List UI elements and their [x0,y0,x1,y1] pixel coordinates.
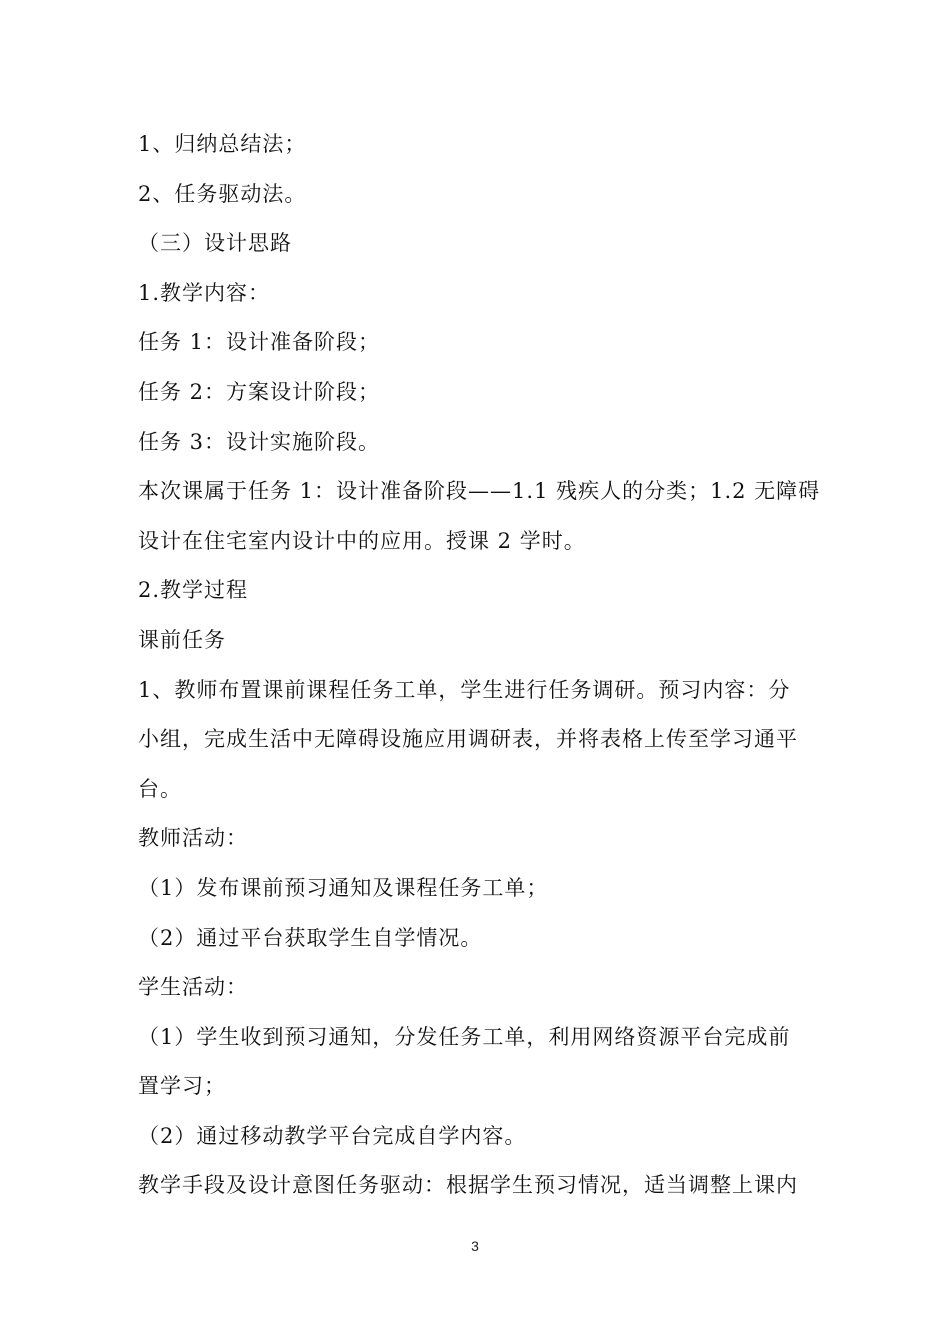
method-item-2: 2、任务驱动法。 [138,181,307,206]
subheading-student-activities: 学生活动： [138,975,248,1000]
document-body [138,120,821,1211]
subheading-teaching-content: 1.教学内容： [138,280,271,305]
subheading-teaching-process: 2.教学过程 [138,578,249,603]
subheading-pre-class-task: 课前任务 [138,627,226,652]
task-item-1: 任务 1：设计准备阶段； [138,330,381,355]
student-activity-item: 置学习； [138,1074,226,1099]
task-item-2: 任务 2：方案设计阶段； [138,379,381,404]
teacher-activity-item: （1）发布课前预习通知及课程任务工单； [138,875,549,900]
paragraph-line: 设计在住宅室内设计中的应用。授课 2 学时。 [138,528,586,553]
student-activity-item: （1）学生收到预习通知，分发任务工单，利用网络资源平台完成前 [138,1024,791,1049]
page-number: 3 [471,1238,479,1254]
section-heading-design-approach: （三）设计思路 [138,231,292,256]
subheading-teacher-activities: 教师活动： [138,826,248,851]
paragraph-line: 台。 [138,776,182,801]
paragraph-line: 本次课属于任务 1：设计准备阶段——1.1 残疾人的分类；1.2 无障碍 [138,479,821,504]
student-activity-item: （2）通过移动教学平台完成自学内容。 [138,1123,527,1148]
paragraph-line: 1、教师布置课前课程任务工单，学生进行任务调研。预习内容：分 [138,677,791,702]
paragraph-line: 教学手段及设计意图任务驱动：根据学生预习情况，适当调整上课内 [138,1173,798,1198]
paragraph-line: 小组，完成生活中无障碍设施应用调研表，并将表格上传至学习通平 [138,727,798,752]
teacher-activity-item: （2）通过平台获取学生自学情况。 [138,925,483,950]
task-item-3: 任务 3：设计实施阶段。 [138,429,381,454]
method-item-1: 1、归纳总结法； [138,132,307,156]
